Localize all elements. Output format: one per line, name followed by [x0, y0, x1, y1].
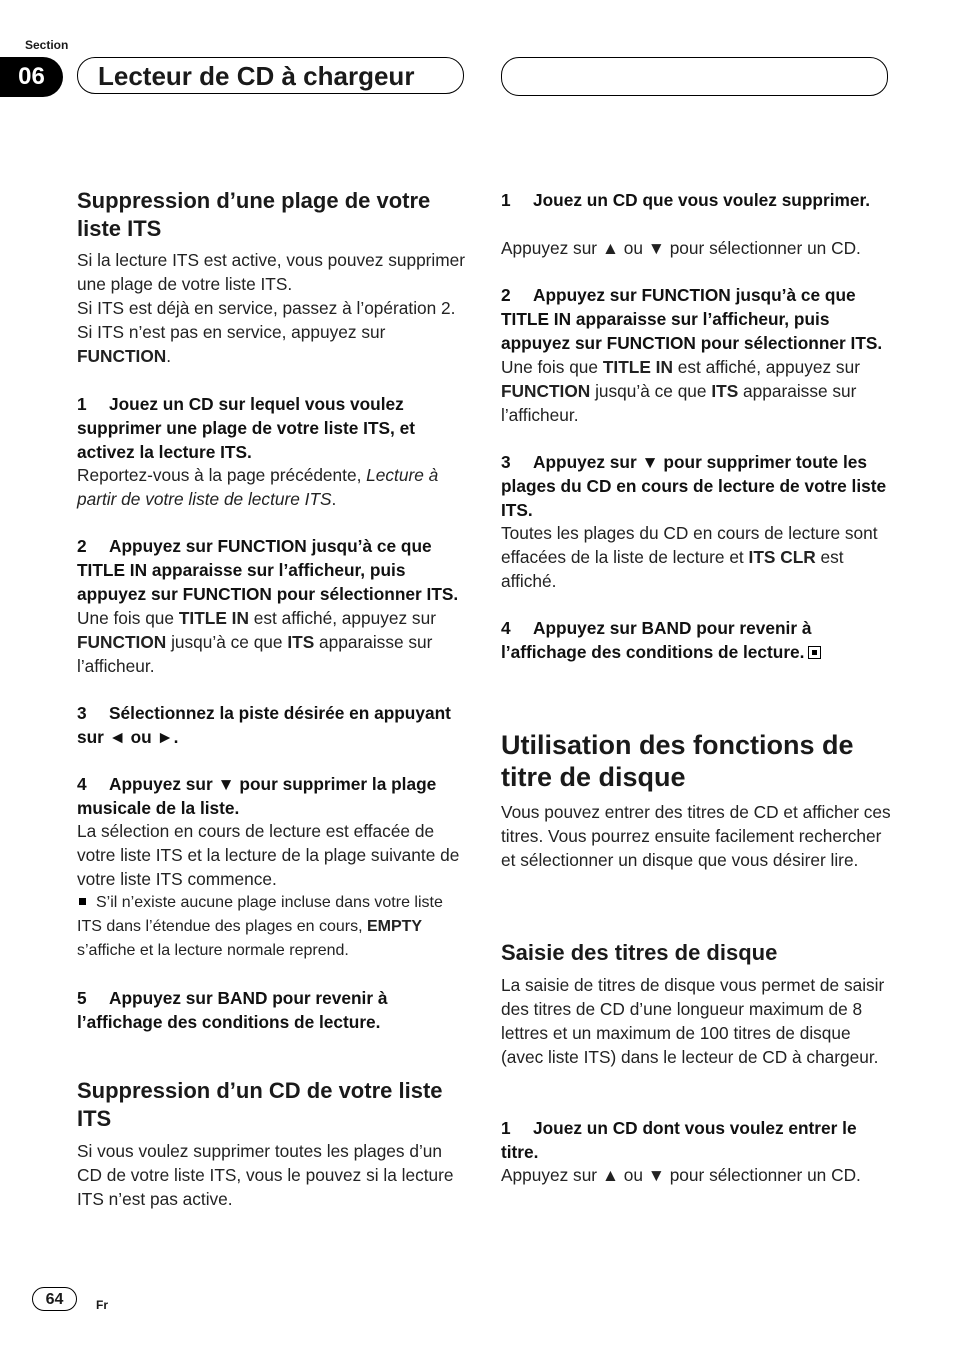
step-5: 5 Appuyez sur BAND pour revenir à l’affichage des conditions de lecture. — [77, 988, 388, 1032]
page-number: 64 — [32, 1287, 77, 1311]
step-4-note: S’il n’existe aucune plage incluse dans votre liste ITS dans l’étendue des plages en cours, EMPTY s’affiche et la lecture normale reprend. — [77, 894, 443, 959]
section-number-badge: 06 — [0, 57, 63, 97]
step-1-right: 1 Jouez un CD que vous voulez supprimer. — [501, 190, 871, 210]
header-empty-box — [501, 57, 888, 96]
step-2-body: Une fois que TITLE IN est affiché, appuyez sur FUNCTION jusqu’à ce que ITS apparaisse sur l’afficheur. — [77, 608, 436, 676]
step-1-body: Reportez-vous à la page précédente, Lecture à partir de votre liste de lecture ITS. — [77, 465, 439, 509]
bullet-square-icon — [79, 898, 86, 905]
step-1: 1 Jouez un CD sur lequel vous voulez supprimer une plage de votre liste ITS, et activez la lecture ITS. — [77, 394, 416, 462]
section-label: Section — [25, 38, 69, 52]
step-1-saisie: 1 Jouez un CD dont vous voulez entrer le titre. — [501, 1118, 857, 1162]
page-title: Lecteur de CD à chargeur — [77, 57, 464, 94]
step-4-right: 4 Appuyez sur BAND pour revenir à l’affichage des conditions de lecture. — [501, 616, 891, 664]
step-1-saisie-body: Appuyez sur ▲ ou ▼ pour sélectionner un CD. — [501, 1165, 861, 1185]
step-4-body: La sélection en cours de lecture est effacée de votre liste ITS et la lecture de la plage suivante de votre liste ITS commence. — [77, 821, 460, 889]
step-2-right: 2 Appuyez sur FUNCTION jusqu’à ce que TITLE IN apparaisse sur l’afficheur, puis appuyez sur FUNCTION pour sélectionner ITS. — [501, 285, 883, 353]
suppression-cd-paragraph: Si vous voulez supprimer toutes les plages d’un CD de votre liste ITS, vous le pouvez si la lecture ITS n’est pas active. — [77, 1141, 454, 1209]
step-2-right-body: Une fois que TITLE IN est affiché, appuyez sur FUNCTION jusqu’à ce que ITS apparaisse sur l’afficheur. — [501, 357, 860, 425]
step-3-right: 3 Appuyez sur ▼ pour supprimer toute les plages du CD en cours de lecture de votre liste ITS. — [501, 452, 887, 520]
saisie-paragraph: La saisie de titres de disque vous permet de saisir des titres de CD d’une longueur maximum de 8 lettres et un maximum de 100 titres de disque (avec liste ITS) dans le lecteur de CD à chargeur. — [501, 975, 885, 1067]
intro-paragraph-1: Si la lecture ITS est active, vous pouvez supprimer une plage de votre liste ITS. — [77, 250, 466, 294]
language-code: Fr — [96, 1298, 108, 1312]
intro-paragraph-2: Si ITS est déjà en service, passez à l’opération 2. Si ITS n’est pas en service, appuyez sur FUNCTION. — [77, 298, 456, 366]
heading-suppression-plage: Suppression d’une plage de votre liste ITS — [77, 188, 431, 241]
heading-saisie: Saisie des titres de disque — [501, 940, 778, 965]
step-3-right-body: Toutes les plages du CD en cours de lecture sont effacées de la liste de lecture et ITS CLR est affiché. — [501, 523, 878, 591]
utilisation-paragraph: Vous pouvez entrer des titres de CD et afficher ces titres. Vous pourrez ensuite facilement rechercher et sélectionner un disque que vous désirer lire. — [501, 802, 891, 870]
heading-suppression-cd: Suppression d’un CD de votre liste ITS — [77, 1078, 443, 1131]
end-mark-icon — [808, 646, 821, 659]
step-3: 3 Sélectionnez la piste désirée en appuyant sur ◄ ou ►. — [77, 703, 451, 747]
step-1-right-body: Appuyez sur ▲ ou ▼ pour sélectionner un CD. — [501, 238, 861, 258]
step-4: 4 Appuyez sur ▼ pour supprimer la plage musicale de la liste. — [77, 774, 437, 818]
heading-utilisation: Utilisation des fonctions de titre de disque — [501, 730, 854, 792]
step-2: 2 Appuyez sur FUNCTION jusqu’à ce que TITLE IN apparaisse sur l’afficheur, puis appuyez sur FUNCTION pour sélectionner ITS. — [77, 536, 459, 604]
